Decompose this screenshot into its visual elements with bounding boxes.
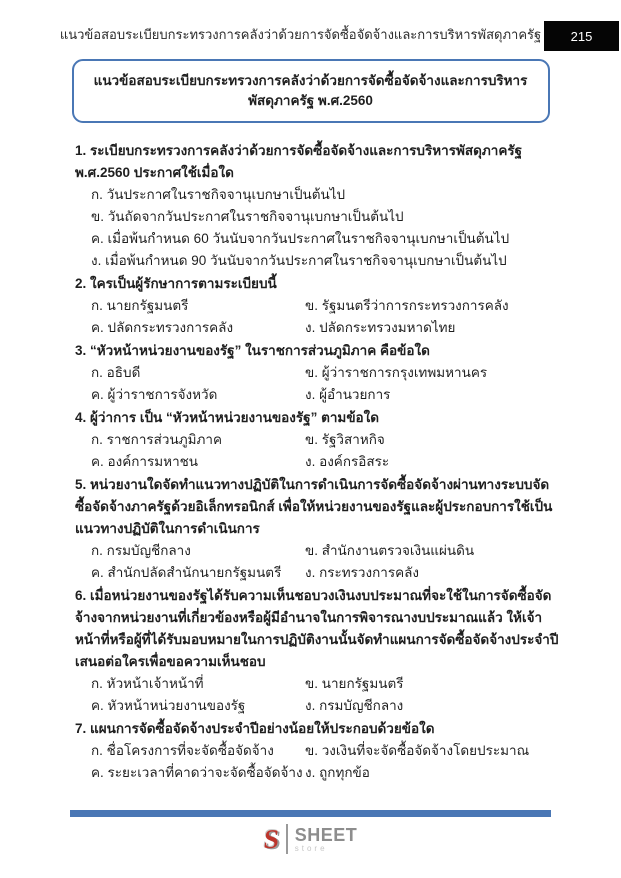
answer-option: ก. นายกรัฐมนตรี [91,298,189,313]
question-text: 1. ระเบียบกระทรวงการคลังว่าด้วยการจัดซื้อจัดจ้างและการบริหารพัสดุภาครัฐ พ.ศ.2560 ประกาศใช้เมื่อใด [75,143,523,180]
answer-option: ค. ระยะเวลาที่คาดว่าจะจัดซื้อจัดจ้าง [91,765,303,780]
answer-option: ข. นายกรัฐมนตรี [305,676,404,691]
question-1 [75,140,561,272]
answer-option: ง. ผู้อำนวยการ [305,387,391,402]
document-title: แนวข้อสอบระเบียบกระทรวงการคลังว่าด้วยการจัดซื้อจัดจ้างและการบริหารพัสดุภาครัฐ พ.ศ.2560 [93,73,528,108]
answer-option: ก. ราชการส่วนภูมิภาค [91,432,223,447]
answer-option: ง. กระทรวงการคลัง [305,565,419,580]
answer-option: ง. กรมบัญชีกลาง [305,698,404,713]
page-header [0,0,621,52]
answer-option: ค. หัวหน้าหน่วยงานของรัฐ [91,698,246,713]
question-text: 6. เมื่อหน่วยงานของรัฐได้รับความเห็นชอบวงเงินงบประมาณที่จะใช้ในการจัดซื้อจัดจ้างจากหน่วยงานที่เกี่ยวข้องหรือผู้มีอำนาจในการพิจารณางบประมาณแล้ว ให้เจ้าหน้าที่หรือผู้ที่ได้รับมอบหมายในการปฏิบัติงานนั้นจัดทำแผนการจัดซื้อจัดจ้างประจำปีเสนอต่อใครเพื่อขอความเห็นชอบ [75,588,559,669]
page-footer [0,810,621,878]
sheet-store-logo-icon: S [262,824,281,854]
answer-option: ค. ปลัดกระทรวงการคลัง [91,320,234,335]
question-text: 7. แผนการจัดซื้อจัดจ้างประจำปีอย่างน้อยให้ประกอบด้วยข้อใด [75,721,435,736]
answer-option: ก. หัวหน้าเจ้าหน้าที่ [91,676,204,691]
answer-option: ข. รัฐวิสาหกิจ [305,432,385,447]
question-4 [75,407,561,473]
answer-options [75,429,561,473]
answer-option: ข. รัฐมนตรีว่าการกระทรวงการคลัง [305,298,509,313]
questions-list [0,123,621,784]
answer-option: ง. องค์กรอิสระ [305,454,390,469]
answer-option: ค. สำนักปลัดสำนักนายกรัฐมนตรี [91,565,282,580]
answer-option: ข. วันถัดจากวันประกาศในราชกิจจานุเบกษาเป็นต้นไป [91,209,404,224]
answer-option: ค. ผู้ว่าราชการจังหวัด [91,387,218,402]
question-text: 3. “หัวหน้าหน่วยงานของรัฐ” ในราชการส่วนภูมิภาค คือข้อใด [75,343,430,358]
title-box [72,59,550,123]
question-text: 5. หน่วยงานใดจัดทำแนวทางปฏิบัติในการดำเนินการจัดซื้อจัดจ้างผ่านทางระบบจัดซื้อจัดจ้างภาครัฐด้วยอิเล็กทรอนิกส์ เพื่อให้หน่วยงานของรัฐและผู้ประกอบการใช้เป็นแนวทางปฏิบัติในการดำเนินการ [75,477,553,536]
answer-options [75,295,561,339]
running-title: แนวข้อสอบระเบียบกระทรวงการคลังว่าด้วยการจัดซื้อจัดจ้างและการบริหารพัสดุภาครัฐ [59,27,542,42]
answer-option: ก. กรมบัญชีกลาง [91,543,191,558]
answer-option: ก. วันประกาศในราชกิจจานุเบกษาเป็นต้นไป [91,187,346,202]
question-3 [75,340,561,406]
question-text: 2. ใครเป็นผู้รักษาการตามระเบียบนี้ [75,276,277,291]
answer-option: ข. ผู้ว่าราชการกรุงเทพมหานคร [305,365,488,380]
answer-option: ค. องค์การมหาชน [91,454,199,469]
page-number: 215 [570,28,593,44]
sheet-store-logo [0,824,621,854]
page-number-badge [544,21,619,51]
answer-options [75,540,561,584]
answer-option: ง. ถูกทุกข้อ [305,765,370,780]
answer-option: ง. ปลัดกระทรวงมหาดไทย [305,320,456,335]
question-text: 4. ผู้ว่าการ เป็น “หัวหน้าหน่วยงานของรัฐ” ตามข้อใด [75,410,380,425]
question-2 [75,273,561,339]
answer-option: ค. เมื่อพ้นกำหนด 60 วันนับจากวันประกาศในราชกิจจานุเบกษาเป็นต้นไป [91,231,510,246]
answer-option: ก. อธิบดี [91,365,141,380]
answer-options [75,184,561,272]
answer-options [75,673,561,717]
logo-brand-subtitle: store [294,843,328,853]
answer-option: ข. วงเงินที่จะจัดซื้อจัดจ้างโดยประมาณ [305,743,530,758]
answer-options [75,740,561,784]
question-7 [75,718,561,784]
logo-divider [286,824,288,854]
logo-text [295,826,358,853]
answer-option: ก. ชื่อโครงการที่จะจัดซื้อจัดจ้าง [91,743,274,758]
answer-option: ง. เมื่อพ้นกำหนด 90 วันนับจากวันประกาศในราชกิจจานุเบกษาเป็นต้นไป [91,253,507,268]
question-5 [75,474,561,584]
question-6 [75,585,561,717]
answer-option: ข. สำนักงานตรวจเงินแผ่นดิน [305,543,475,558]
answer-options [75,362,561,406]
footer-divider [70,810,551,817]
logo-brand-name: SHEET [294,824,358,845]
